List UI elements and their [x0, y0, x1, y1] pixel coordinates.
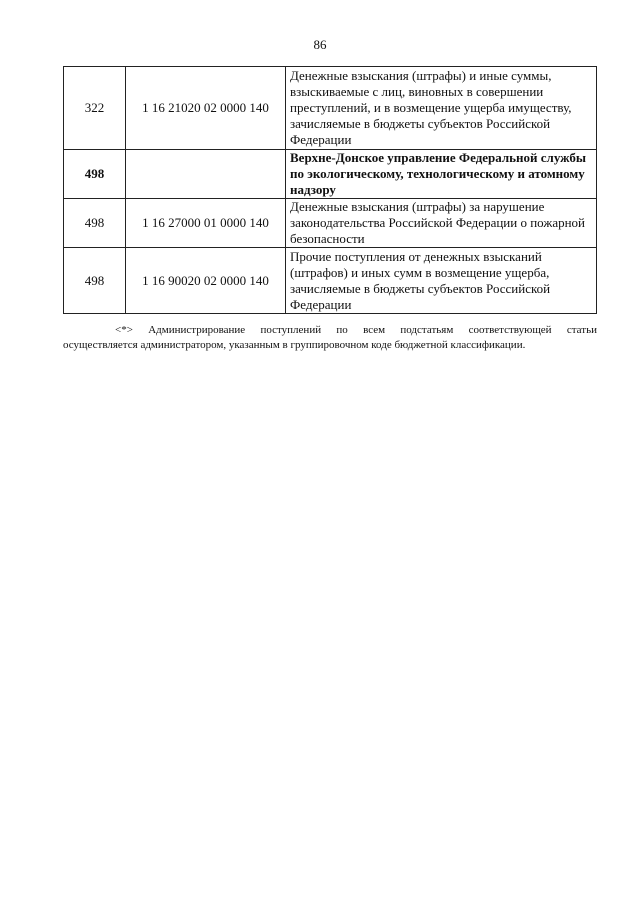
footnote-line-1: <*> Администрирование поступлений по всем подстатьям соответствующей статьи [115, 324, 597, 336]
table-row-administrator [64, 150, 597, 199]
table-row [64, 67, 597, 150]
admin-code-cell: 498 [64, 150, 126, 199]
administrator-name-cell: Верхне-Донское управление Федеральной службы по экологическому, технологическому и атомному надзору [286, 150, 597, 199]
income-name-cell: Денежные взыскания (штрафы) и иные суммы, взыскиваемые с лиц, виновных в совершении преступлений, и в возмещение ущерба имуществу, зачисляемые в бюджеты субъектов Российской Федерации [286, 67, 597, 150]
admin-code-cell: 498 [64, 248, 126, 314]
table-row [64, 248, 597, 314]
kbk-code-cell [126, 150, 286, 199]
page-number: 86 [313, 37, 327, 52]
table-row [64, 199, 597, 248]
kbk-code-cell: 1 16 21020 02 0000 140 [126, 67, 286, 150]
kbk-code-cell: 1 16 90020 02 0000 140 [126, 248, 286, 314]
footnote [63, 323, 597, 353]
admin-code-cell: 498 [64, 199, 126, 248]
admin-code-cell: 322 [64, 67, 126, 150]
budget-classification-table [63, 66, 597, 314]
footnote-line-2: осуществляется администратором, указанным в группировочном коде бюджетной классификации. [63, 339, 526, 351]
income-name-cell: Денежные взыскания (штрафы) за нарушение законодательства Российской Федерации о пожарной безопасности [286, 199, 597, 248]
kbk-code-cell: 1 16 27000 01 0000 140 [126, 199, 286, 248]
income-name-cell: Прочие поступления от денежных взысканий (штрафов) и иных сумм в возмещение ущерба, зачисляемые в бюджеты субъектов Российской Федерации [286, 248, 597, 314]
